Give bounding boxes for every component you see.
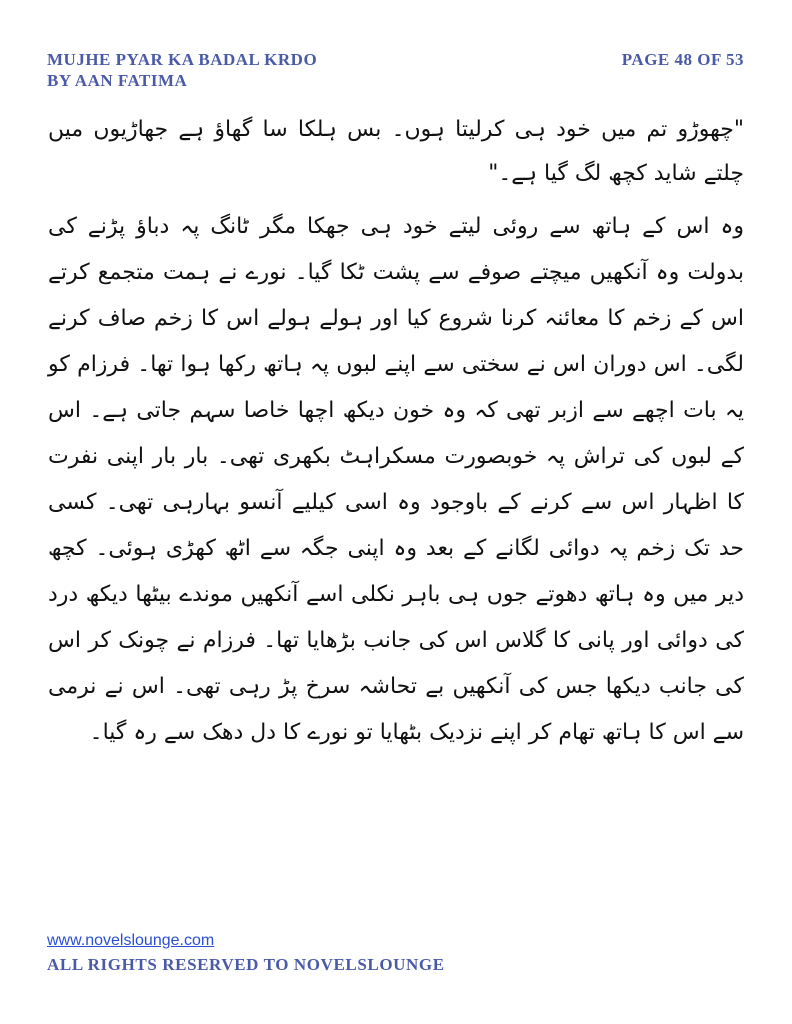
document-body (48, 108, 744, 764)
paragraph: وہ اس کے ہاتھ سے روئی لیتے خود ہی جھکا مگر ٹانگ پہ دباؤ پڑنے کی بدولت وہ آنکھیں میچتے صوفے سے پشت ٹکا گیا۔ نورے نے ہمت متجمع کرتے اس کے زخم کا معائنہ کرنا شروع کیا اور ہولے ہولے اس کا زخم صاف کرنے لگی۔ اس دوران اس نے سختی سے اپنے لبوں پہ ہاتھ رکھا ہوا تھا۔ فرزام کو یہ بات اچھے سے ازبر تھی کہ وہ خون دیکھ اچھا خاصا سہم جاتی ہے۔ اس کے لبوں کی تراش پہ خوبصورت مسکراہٹ بکھری تھی۔ بار بار اپنی نفرت کا اظہار اس سے کرنے کے باوجود وہ اسی کیلیے آنسو بہارہی تھی۔ کسی حد تک زخم پہ دوائی لگانے کے بعد وہ اپنی جگہ سے اٹھ کھڑی ہوئی۔ کچھ دیر میں وہ ہاتھ دھوتے جوں ہی باہر نکلی اسے آنکھیں موندے بیٹھا دیکھ درد کی دوائی اور پانی کا گلاس اس کی جانب بڑھایا تھا۔ فرزام نے چونک کر اس کی جانب دیکھا جس کی آنکھیں بے تحاشہ سرخ پڑ رہی تھی۔ اس نے نرمی سے اس کا ہاتھ تھام کر اپنے نزدیک بٹھایا تو نورے کا دل دھک سے رہ گیا۔ (48, 214, 744, 745)
document-header (47, 49, 317, 91)
page-indicator: PAGE 48 OF 53 (621, 50, 744, 69)
novel-title: MUJHE PYAR KA BADAL KRDO (47, 50, 318, 69)
website-link[interactable]: www.novelslounge.com (47, 932, 215, 949)
paragraph: "چھوڑو تم میں خود ہی کرلیتا ہوں۔ بس ہلکا سا گھاؤ ہے جھاڑیوں میں چلتے شاید کچھ لگ گیا ہے۔" (48, 117, 744, 186)
rights-notice: ALL RIGHTS RESERVED TO NOVELSLOUNGE (47, 955, 445, 974)
author-line: BY AAN FATIMA (47, 71, 188, 90)
